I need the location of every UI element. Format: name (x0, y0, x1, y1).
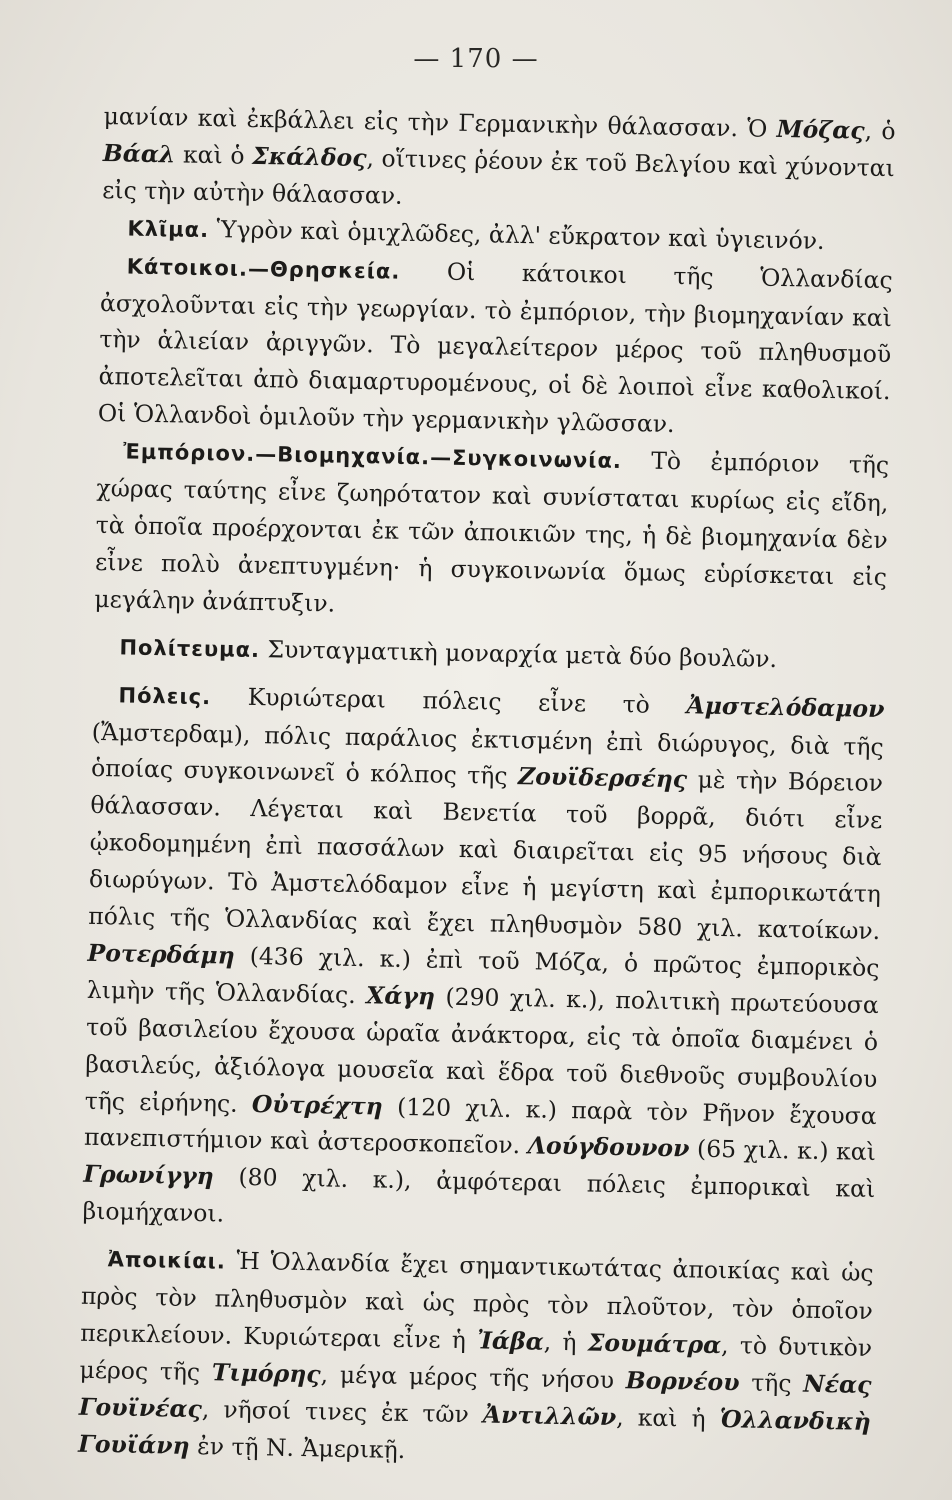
paragraph-text: , ἡ (543, 1327, 589, 1357)
paragraph (98, 247, 893, 448)
body-text (78, 98, 896, 1478)
paragraph (82, 675, 885, 1245)
paragraph-text: , οἵτινες ῥέουν ἐκ τοῦ Βελγίου καὶ χύνονται εἰς τὴν αὐτὴν θάλασσαν. (101, 143, 896, 210)
section-heading: Ἐμπόριον.—Βιομηχανία.—Συγκοινωνία. (122, 439, 623, 474)
paragraph-text: , μέγα μέρος τῆς νήσου (320, 1360, 627, 1395)
paragraph-text: (290 χιλ. κ.), πολιτικὴ πρωτεύουσα τοῦ βασιλείου ἔχουσα ὡραῖα ἀνάκτορα, εἰς τὰ ὁποῖα διαμένει ὁ βασιλεύς, ἀξιόλογα μουσεῖα καὶ ἕδρα τοῦ διεθνοῦς συμβουλίου τῆς εἰρήνης. (84, 982, 880, 1118)
section-heading: Πολίτευμα. (119, 635, 261, 662)
paragraph-text: ἐν τῇ Ν. Ἀμερικῇ. (189, 1431, 406, 1464)
paragraph-text: Συνταγματικὴ μοναρχία μετὰ δύο βουλῶν. (259, 634, 778, 673)
section-heading: Ἀποικίαι. (107, 1247, 227, 1274)
paragraph-text: , τὸ δυτικὸν μέρος τῆς (79, 1331, 873, 1387)
paragraph-text: (Ἄμστερδαμ), πόλις παράλιος ἐκτισμένη ἐπὶ διώρυγος, διὰ τῆς ὁποίας συγκοινωνεῖ ὁ κόλπος τῆς (90, 717, 884, 791)
emphasized-name: Ροτερδάμη (87, 938, 235, 970)
emphasized-name: Νέας Γουϊνέας (78, 1369, 872, 1423)
emphasized-name: Λούγδουνον (527, 1131, 690, 1163)
paragraph-text: μὲ τὴν Βόρειον θάλασσαν. Λέγεται καὶ Βενετία τοῦ βορρᾶ, διότι εἶνε ᾠκοδομημένη ἐπὶ πασσάλων καὶ διαιρεῖται εἰς 95 νήσους διὰ διωρύγων. Τὸ Ἀμστελόδαμον εἶνε ἡ μεγίστη καὶ ἐμπορικωτάτη πόλις τῆς Ὁλλανδίας καὶ ἔχει πληθυσμὸν 580 χιλ. κατοίκων. (88, 765, 884, 946)
paragraph (94, 432, 889, 633)
emphasized-name: Μόζας (776, 114, 865, 145)
paragraph (78, 1240, 874, 1478)
emphasized-name: Ὁλλανδικὴ Γουϊάνη (77, 1404, 871, 1460)
paragraph-text: (436 χιλ. κ.) ἐπὶ τοῦ Μόζα, ὁ πρῶτος ἐμπορικὸς λιμὴν τῆς Ὁλλανδίας. (86, 941, 880, 1010)
paragraph-text: , ὁ (864, 116, 896, 146)
paragraph-text: (80 χιλ. κ.), ἀμφότεραι πόλεις ἐμπορικαὶ καὶ βιομήχανοι. (82, 1162, 876, 1228)
paragraph-text: καὶ ὁ (175, 140, 253, 170)
paragraph-text: (65 χιλ. κ.) καὶ (689, 1134, 877, 1167)
page-number: — 170 — (413, 44, 539, 74)
paragraph-text: μανίαν καὶ ἐκβάλλει εἰς τὴν Γερμανικὴν θάλασσαν. Ὁ (103, 101, 777, 143)
paragraph-text: Οἱ κάτοικοι τῆς Ὁλλανδίας ἀσχολοῦνται εἰς τὴν γεωργίαν. τὸ ἐμπόριον, τὴν βιομηχανίαν καὶ τὴν ἁλιείαν ἀριγγῶν. Τὸ μεγαλείτερον μέρος τοῦ πληθυσμοῦ ἀποτελεῖται ἀπὸ διαμαρτυρομένους, οἱ δὲ λοιποὶ εἶνε καθολικοί. Οἱ Ὁλλανδοὶ ὁμιλοῦν τὴν γερμανικὴν γλῶσσαν. (97, 256, 893, 439)
paragraph-text: , νῆσοί τινες ἐκ τῶν (201, 1394, 484, 1429)
paragraph (102, 98, 896, 224)
paragraph-text: Τὸ ἐμπόριον τῆς χώρας ταύτης εἶνε ζωηρότατον καὶ συνίσταται κυρίως εἰς εἴδη, τὰ ὁποῖα προέρχονται ἐκ τῶν ἀποικιῶν της, ἡ δὲ βιομηχανία δὲν εἶνε πολὺ ἀνεπτυγμένη· ἡ συγκοινωνία ὅμως εὑρίσκεται εἰς μεγάλην ἀνάπτυξιν. (94, 446, 890, 618)
paragraph-text: τῆς (739, 1368, 804, 1398)
section-heading: Κάτοικοι.—Θρησκεία. (126, 254, 401, 284)
emphasized-name: Σουμάτρα (587, 1328, 722, 1360)
section-heading: Κλῖμα. (127, 216, 210, 242)
paragraph (93, 628, 886, 681)
emphasized-name: Ἀντιλλῶν (482, 1400, 617, 1431)
paragraph-text: (120 χιλ. κ.) παρὰ τὸν Ρῆνον ἔχουσα πανεπιστήμιον καὶ ἀστεροσκοπεῖον. (83, 1092, 877, 1160)
emphasized-name: Ἰάβα (476, 1326, 544, 1356)
emphasized-name: Βορνέου (625, 1366, 740, 1397)
emphasized-name: Τιμόρης (211, 1358, 321, 1389)
emphasized-name: Σκάλδος (251, 141, 367, 172)
paragraph-text: Κυριώτεραι πόλεις εἶνε τὸ (210, 681, 687, 719)
paragraph-text: Ὑγρὸν καὶ ὁμιχλῶδες, ἀλλ' εὔκρατον καὶ ὑγιεινόν. (208, 214, 825, 255)
paragraph-text: , καὶ ἡ (615, 1402, 720, 1433)
section-heading: Πόλεις. (118, 682, 212, 709)
emphasized-name: Χάγη (365, 981, 436, 1011)
paragraph-text: Ἡ Ὁλλανδία ἔχει σημαντικωτάτας ἀποικίας καὶ ὡς πρὸς τὸν πληθυσμὸν καὶ ὡς πρὸς τὸν πλοῦτον, τὸν ὁποῖον περικλείουν. Κυριώτεραι εἶνε ἡ (80, 1246, 874, 1355)
emphasized-name: Ζουϊδερσέης (517, 762, 688, 794)
emphasized-name: Οὐτρέχτη (251, 1089, 384, 1121)
emphasized-name: Γρωνίγγη (83, 1160, 215, 1191)
emphasized-name: Ἀμστελόδαμον (686, 690, 885, 723)
emphasized-name: Βάαλ (102, 138, 176, 169)
